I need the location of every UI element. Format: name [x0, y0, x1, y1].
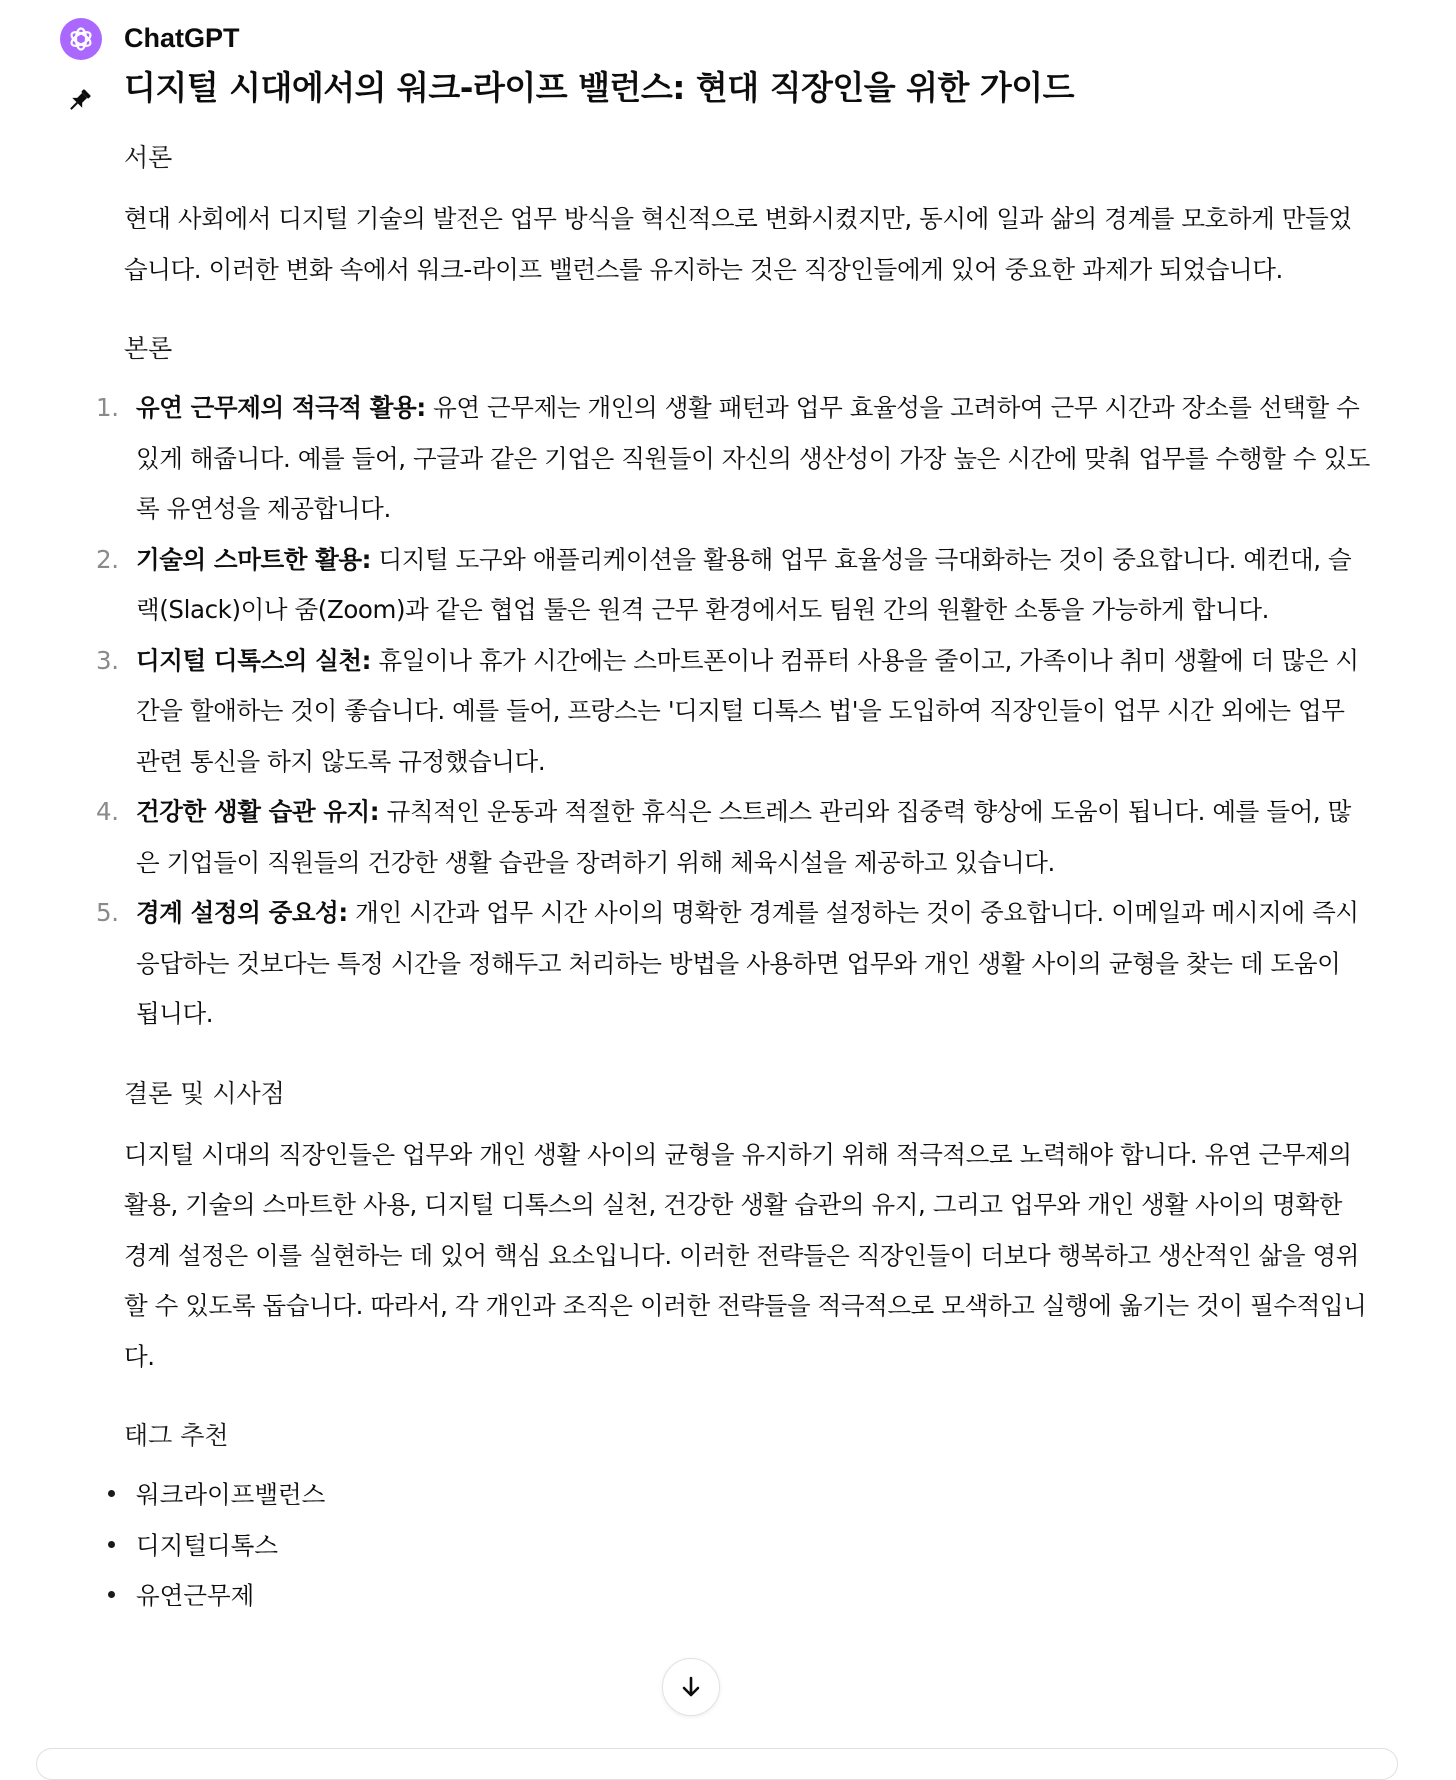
openai-logo-icon — [67, 25, 95, 53]
conclusion-paragraph: 디지털 시대의 직장인들은 업무와 개인 생활 사이의 균형을 유지하기 위해 적극적으로 노력해야 합니다. 유연 근무제의 활용, 기술의 스마트한 사용, 디지털 디톡스의 실천, 건강한 생활 습관의 유지, 그리고 업무와 개인 생활 사이의 명확한 경계 설정은 이를 실현하는 데 있어 핵심 요소입니다. 이러한 전략들은 직장인들이 더보다 행복하고 생산적인 삶을 영위할 수 있도록 돕습니다. 따라서, 각 개인과 조직은 이러한 전략들을 적극적으로 모색하고 실행에 옮기는 것이 필수적입니다. — [124, 1139, 1367, 1371]
list-item-title: 기술의 스마트한 활용: — [136, 544, 372, 574]
list-item-text: 휴일이나 휴가 시간에는 스마트폰이나 컴퓨터 사용을 줄이고, 가족이나 취미 생활에 더 많은 시간을 할애하는 것이 좋습니다. 예를 들어, 프랑스는 '디지털 디톡스 법'을 도입하여 직장인들이 업무 시간 외에는 업무 관련 통신을 하지 않도록 규정했습니다. — [136, 645, 1359, 776]
list-item — [96, 535, 1370, 636]
list-item-title: 건강한 생활 습관 유지: — [136, 797, 380, 826]
message-composer[interactable] — [36, 1748, 1398, 1780]
tags-list — [124, 1470, 1370, 1622]
list-item-title: 디지털 디톡스의 실천: — [136, 645, 372, 675]
intro-heading: 서론 — [124, 143, 173, 172]
list-item-text: 개인 시간과 업무 시간 사이의 명확한 경계를 설정하는 것이 중요합니다. 이메일과 메시지에 즉시 응답하는 것보다는 특정 시간을 정해두고 처리하는 방법을 사용하면 업무와 개인 생활 사이의 균형을 찾는 데 도움이 됩니다. — [136, 898, 1359, 1028]
arrow-down-icon — [678, 1674, 704, 1700]
list-item-number: 4. — [96, 797, 119, 826]
list-item-number: 3. — [96, 645, 119, 675]
list-item — [96, 888, 1370, 1040]
list-item-text: 디지털 도구와 애플리케이션을 활용해 업무 효율성을 극대화하는 것이 중요합니다. 예컨대, 슬랙(Slack)이나 줌(Zoom)과 같은 협업 툴은 원격 근무 환경에서도 팀원 간의 원활한 소통을 가능하게 합니다. — [136, 544, 1352, 624]
scroll-to-bottom-button[interactable] — [662, 1658, 720, 1716]
list-item-number: 1. — [96, 393, 119, 422]
conclusion-heading: 결론 및 시사점 — [124, 1078, 285, 1108]
list-item-number: 2. — [96, 544, 119, 574]
tags-heading: 태그 추천 — [124, 1421, 229, 1450]
list-item-text: 규칙적인 운동과 적절한 휴식은 스트레스 관리와 집중력 향상에 도움이 됩니다. 예를 들어, 많은 기업들이 직원들의 건강한 생활 습관을 장려하기 위해 체육시설을 제공하고 있습니다. — [136, 797, 1351, 877]
tag-item: 워크라이프밸런스 — [124, 1470, 1370, 1521]
tag-item: 유연근무제 — [124, 1571, 1370, 1622]
pin-icon[interactable] — [64, 86, 94, 116]
list-item — [96, 787, 1370, 888]
sender-name: ChatGPT — [124, 23, 240, 53]
tag-item: 디지털디톡스 — [124, 1521, 1370, 1572]
list-item — [96, 636, 1370, 788]
avatar — [60, 18, 102, 60]
body-points-list — [96, 383, 1370, 1040]
list-item-text: 유연 근무제는 개인의 생활 패턴과 업무 효율성을 고려하여 근무 시간과 장소를 선택할 수 있게 해줍니다. 예를 들어, 구글과 같은 기업은 직원들이 자신의 생산성이 가장 높은 시간에 맞춰 업무를 수행할 수 있도록 유연성을 제공합니다. — [136, 393, 1370, 523]
intro-paragraph: 현대 사회에서 디지털 기술의 발전은 업무 방식을 혁신적으로 변화시켰지만, 동시에 일과 삶의 경계를 모호하게 만들었습니다. 이러한 변화 속에서 워크-라이프 밸런스를 유지하는 것은 직장인들에게 있어 중요한 과제가 되었습니다. — [124, 204, 1352, 284]
message-title: 디지털 시대에서의 워크-라이프 밸런스: 현대 직장인을 위한 가이드 — [124, 68, 1075, 107]
list-item-title: 경계 설정의 중요성: — [136, 898, 348, 927]
list-item-number: 5. — [96, 898, 119, 927]
body-heading: 본론 — [124, 334, 173, 363]
list-item — [96, 383, 1370, 535]
assistant-message — [96, 62, 1370, 1622]
list-item-title: 유연 근무제의 적극적 활용: — [136, 393, 426, 422]
